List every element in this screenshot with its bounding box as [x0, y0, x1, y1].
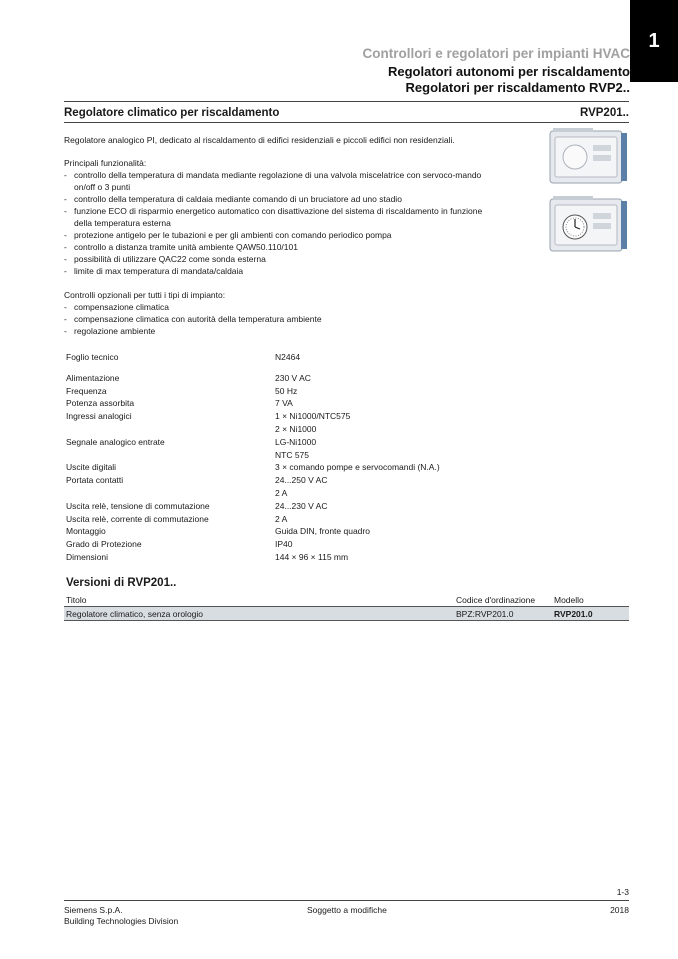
spec-value: 7 VA — [275, 398, 293, 409]
spec-label — [66, 423, 275, 436]
header-subcategory: Regolatori autonomi per riscaldamento — [388, 64, 630, 79]
datasheet-row — [66, 351, 475, 364]
spec-label: Frequenza — [66, 385, 107, 396]
column-header: Modello — [554, 594, 584, 605]
spec-table — [66, 351, 475, 564]
table-row — [64, 607, 629, 621]
device-image-clock — [549, 195, 628, 253]
list-item: - compensazione climatica — [64, 301, 494, 313]
spec-value: 230 V AC — [275, 372, 311, 383]
list-item: - protezione antigelo per le tubazioni e per gli ambienti con comando periodico pompa — [64, 229, 494, 241]
list-item: - possibilità di utilizzare QAC22 come sonda esterna — [64, 253, 494, 265]
spec-row — [66, 461, 475, 474]
list-item: - controllo a distanza tramite unità ambiente QAW50.110/101 — [64, 241, 494, 253]
spec-value: N2464 — [275, 352, 301, 362]
spec-label: Potenza assorbita — [66, 398, 135, 409]
section-title: Regolatore climatico per riscaldamento — [64, 107, 280, 119]
spec-label: Ingressi analogici — [66, 411, 132, 422]
spec-row — [66, 423, 475, 436]
spec-value: LG-Ni1000 — [275, 436, 317, 447]
list-item: - controllo della temperatura di mandata mediante regolazione di una valvola miscelatrice con servoco-mando on/off o 3 punti — [64, 169, 494, 193]
list-item: - funzione ECO di risparmio energetico automatico con disattivazione del sistema di riscaldamento in funzione della temperatura esterna — [64, 205, 494, 229]
spec-value: 2 A — [275, 513, 288, 524]
spec-label — [66, 487, 275, 500]
chapter-tab — [630, 0, 678, 82]
table-cell: RVP201.0 — [554, 608, 593, 619]
intro-paragraph: Regolatore analogico PI, dedicato al riscaldamento di edifici residenziali e piccoli edifici non residenziali. — [64, 135, 455, 145]
header-divider — [64, 101, 629, 102]
section-code: RVP201.. — [579, 107, 629, 119]
section-divider — [64, 122, 629, 123]
footer-note: Soggetto a modifiche — [307, 905, 387, 915]
spec-value: 2 A — [275, 487, 288, 498]
device-image-plain — [549, 127, 628, 185]
header-category: Controllori e regolatori per impianti HVAC — [362, 46, 630, 61]
spec-label: Foglio tecnico — [66, 352, 119, 362]
spec-label: Alimentazione — [66, 372, 120, 383]
spec-row — [66, 372, 475, 385]
versions-title: Versioni di RVP201.. — [66, 577, 177, 589]
list-item: - compensazione climatica con autorità della temperatura ambiente — [64, 313, 494, 325]
list-item: - regolazione ambiente — [64, 325, 494, 337]
page-number: 1-3 — [616, 887, 629, 897]
spec-row — [66, 513, 475, 526]
spec-value: 24...230 V AC — [275, 500, 328, 511]
spec-row — [66, 385, 475, 398]
spec-value: 3 × comando pompe e servocomandi (N.A.) — [275, 462, 440, 473]
footer-divider — [64, 900, 629, 901]
company-division: Building Technologies Division — [64, 916, 179, 926]
column-header: Codice d'ordinazione — [456, 594, 536, 605]
spec-row — [66, 410, 475, 423]
functions-block — [64, 157, 494, 277]
spec-label: Montaggio — [66, 526, 106, 537]
optional-block — [64, 289, 494, 337]
spec-label: Uscita relè, tensione di commutazione — [66, 500, 210, 511]
table-header-row — [64, 593, 629, 607]
spec-row — [66, 397, 475, 410]
spec-label: Uscite digitali — [66, 462, 117, 473]
optional-list — [64, 301, 494, 337]
spec-row — [66, 474, 475, 487]
spec-value: NTC 575 — [275, 449, 310, 460]
chapter-number: 1 — [648, 30, 660, 52]
footer-year: 2018 — [610, 905, 629, 915]
spec-row — [66, 487, 475, 500]
spec-value: 2 × Ni1000 — [275, 423, 317, 434]
spec-row — [66, 436, 475, 449]
spec-label — [66, 449, 275, 462]
spec-label: Segnale analogico entrate — [66, 436, 165, 447]
spec-row — [66, 551, 475, 564]
spec-label: Uscita relè, corrente di commutazione — [66, 513, 209, 524]
column-header: Titolo — [66, 594, 87, 605]
spec-value: 24...250 V AC — [275, 475, 328, 486]
versions-table — [64, 593, 629, 621]
spec-row — [66, 500, 475, 513]
spec-value: 1 × Ni1000/NTC575 — [275, 411, 351, 422]
spec-label: Grado di Protezione — [66, 539, 142, 550]
table-cell: Regolatore climatico, senza orologio — [66, 608, 204, 619]
spec-row — [66, 525, 475, 538]
spec-label: Dimensioni — [66, 551, 109, 562]
spec-value: Guida DIN, fronte quadro — [275, 526, 370, 537]
header-product-family: Regolatori per riscaldamento RVP2.. — [405, 80, 630, 95]
list-item: - controllo della temperatura di caldaia mediante comando di un bruciatore ad uno stadio — [64, 193, 494, 205]
spec-row — [66, 449, 475, 462]
spec-row — [66, 538, 475, 551]
functions-heading: Principali funzionalità: — [64, 158, 147, 168]
spec-value: 50 Hz — [275, 385, 298, 396]
spec-value: 144 × 96 × 115 mm — [275, 551, 349, 562]
optional-heading: Controlli opzionali per tutti i tipi di impianto: — [64, 290, 226, 300]
company-name: Siemens S.p.A. — [64, 905, 123, 915]
functions-list — [64, 169, 494, 277]
table-cell: BPZ:RVP201.0 — [456, 608, 514, 619]
list-item: - limite di max temperatura di mandata/caldaia — [64, 265, 494, 277]
footer-company — [64, 905, 178, 927]
spec-value: IP40 — [275, 539, 293, 550]
intro-text — [64, 134, 494, 146]
spec-label: Portata contatti — [66, 475, 124, 486]
